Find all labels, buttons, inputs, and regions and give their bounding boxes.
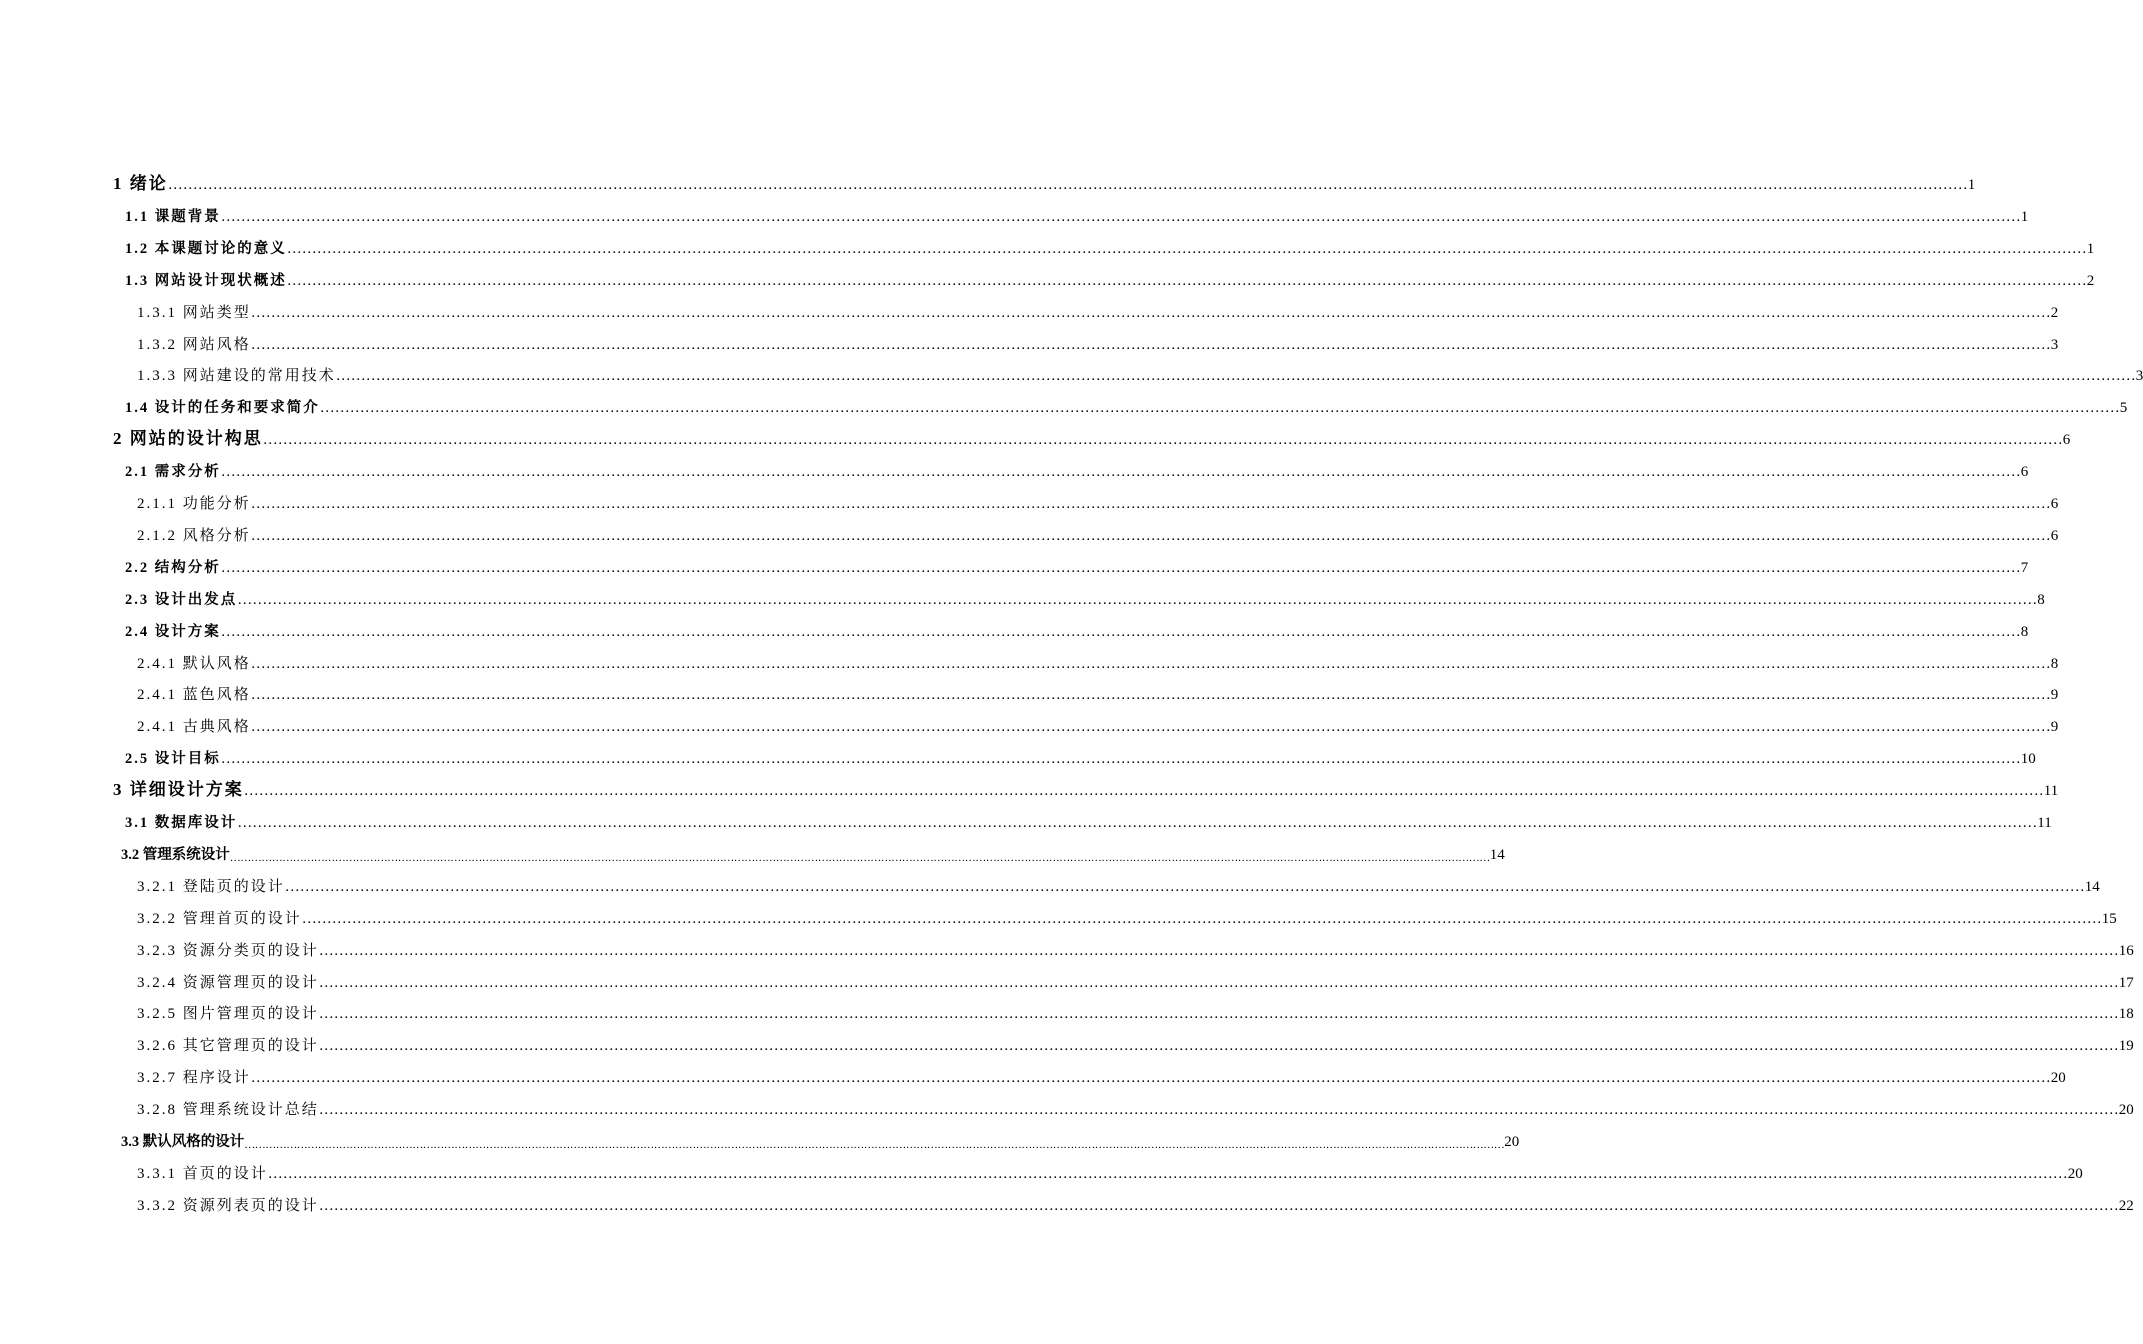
toc-page-number: 17	[2118, 975, 2134, 991]
toc-page-number: 19	[2118, 1038, 2134, 1054]
toc-entry-label: 1.3 网站设计现状概述	[125, 273, 287, 289]
toc-entry[interactable]	[137, 904, 2117, 928]
toc-leader-dots: ………………………………………………………………………………………………………………………………………………………………………………………………………………………………………………………………………………………………………………………………	[335, 368, 2136, 384]
toc-page-number: 14	[1489, 847, 1505, 863]
toc-leader-dots: ………………………………………………………………………………………………………………………………………………………………………………………………………………………………………………………………………………………………………………………………	[250, 687, 2051, 703]
toc-page-number: 20	[2118, 1102, 2134, 1118]
toc-entry[interactable]	[137, 649, 2059, 673]
toc-entry-label: 2 网站的设计构思	[113, 429, 263, 448]
toc-entry[interactable]	[137, 712, 2059, 736]
toc-entry[interactable]	[137, 999, 2134, 1023]
toc-page-number: 11	[2043, 783, 2059, 799]
toc-entry-label: 1.3.1 网站类型	[137, 305, 251, 321]
toc-entry[interactable]	[137, 330, 2059, 354]
toc-leader-dots: ………………………………………………………………………………………………………………………………………………………………………………………………………………………………………………………………………………………………………………………………	[220, 624, 2021, 640]
toc-entry-label: 3.1 数据库设计	[125, 815, 238, 831]
toc-page-number: 5	[2119, 400, 2128, 416]
toc-leader-dots: ………………………………………………………………………………………………………………………………………………………………………………………………………………………………………………………………………………………………………………………………	[319, 400, 2120, 416]
toc-page-number: 8	[2020, 624, 2029, 640]
toc-leader-dots: ………………………………………………………………………………………………………………………………………………………………………………………………………………………………………………………………………………………………………………………………	[318, 1102, 2119, 1118]
toc-entry-label: 2.1.2 风格分析	[137, 528, 251, 544]
toc-leader-dots: ………………………………………………………………………………………………………………………………………………………………………………………………………………………………………………………………………………………………………………………………	[267, 1166, 2068, 1182]
toc-page-number: 3	[2135, 368, 2143, 384]
toc-entry[interactable]	[137, 936, 2134, 960]
toc-entry-label: 3.2.3 资源分类页的设计	[137, 943, 319, 959]
toc-entry[interactable]	[125, 266, 2095, 290]
toc-entry-label: 1 绪论	[113, 174, 168, 193]
toc-entry[interactable]	[137, 872, 2100, 896]
toc-entry[interactable]	[125, 553, 2029, 577]
toc-page-number: 2	[2086, 273, 2095, 289]
toc-entry[interactable]	[121, 840, 1505, 864]
toc-entry-label: 3.2.5 图片管理页的设计	[137, 1006, 319, 1022]
toc-page-number: 20	[2050, 1070, 2066, 1086]
toc-page-number: 2	[2050, 305, 2059, 321]
toc-entry-label: 3.2 管理系统设计	[121, 847, 230, 863]
toc-entry-label: 1.4 设计的任务和要求简介	[125, 400, 320, 416]
toc-page-number: 1	[2020, 209, 2029, 225]
toc-entry[interactable]	[137, 521, 2059, 545]
toc-entry[interactable]	[125, 393, 2128, 417]
toc-entry[interactable]	[137, 680, 2059, 704]
toc-leader-dots: ………………………………………………………………………………………………………………………………………………………………………………………………………………………………………………………………………………………………………………………………	[244, 1139, 1505, 1151]
toc-page-number: 16	[2118, 943, 2134, 959]
toc-entry-label: 3.2.2 管理首页的设计	[137, 911, 302, 927]
toc-page-number: 8	[2037, 592, 2045, 608]
toc-leader-dots: ………………………………………………………………………………………………………………………………………………………………………………………………………………………………………………………………………………………………………………………………	[286, 273, 2087, 289]
toc-entry[interactable]	[137, 489, 2059, 513]
toc-entry-label: 2.1.1 功能分析	[137, 496, 251, 512]
toc-entry[interactable]	[137, 298, 2059, 322]
toc-leader-dots: ………………………………………………………………………………………………………………………………………………………………………………………………………………………………………………………………………………………………………………………………	[250, 719, 2051, 735]
toc-leader-dots: ………………………………………………………………………………………………………………………………………………………………………………………………………………………………………………………………………………………………………………………………	[286, 241, 2087, 257]
toc-entry-label: 3.3.1 首页的设计	[137, 1166, 268, 1182]
toc-entry-label: 2.4 设计方案	[125, 624, 221, 640]
toc-entry-label: 3.2.7 程序设计	[137, 1070, 251, 1086]
toc-entry[interactable]	[125, 744, 2036, 768]
toc-entry[interactable]	[137, 361, 2143, 385]
toc-entry-label: 1.3.2 网站风格	[137, 337, 251, 353]
toc-entry[interactable]	[125, 808, 2052, 832]
toc-page-number: 18	[2118, 1006, 2134, 1022]
toc-entry-label: 2.4.1 默认风格	[137, 656, 251, 672]
toc-entry[interactable]	[125, 617, 2029, 641]
toc-leader-dots: ………………………………………………………………………………………………………………………………………………………………………………………………………………………………………………………………………………………………………………………………	[237, 815, 2038, 831]
toc-entry-label: 3.2.8 管理系统设计总结	[137, 1102, 319, 1118]
toc-entry[interactable]	[125, 234, 2095, 258]
toc-page-number: 7	[2020, 560, 2029, 576]
toc-entry[interactable]	[137, 1191, 2134, 1215]
toc-entry-label: 2.3 设计出发点	[125, 592, 238, 608]
toc-entry[interactable]	[137, 968, 2134, 992]
toc-entry[interactable]	[113, 776, 2059, 800]
toc-page-number: 10	[2020, 751, 2036, 767]
toc-entry-label: 1.1 课题背景	[125, 209, 221, 225]
toc-entry[interactable]	[125, 202, 2029, 226]
toc-page-number: 20	[1504, 1134, 1520, 1150]
toc-page-number: 15	[2101, 911, 2117, 927]
toc-page-number: 11	[2037, 815, 2052, 831]
toc-leader-dots: ………………………………………………………………………………………………………………………………………………………………………………………………………………………………………………………………………………………………………………………………	[250, 305, 2051, 321]
toc-leader-dots: ………………………………………………………………………………………………………………………………………………………………………………………………………………………………………………………………………………………………………………………………	[284, 879, 2085, 895]
toc-page-number: 1	[1967, 177, 1976, 193]
toc-entry[interactable]	[137, 1159, 2083, 1183]
toc-page-number: 6	[2050, 496, 2059, 512]
toc-entry-label: 3.3.2 资源列表页的设计	[137, 1198, 319, 1214]
toc-leader-dots: ………………………………………………………………………………………………………………………………………………………………………………………………………………………………………………………………………………………………………………………………	[250, 528, 2051, 544]
toc-entry-label: 3.2.6 其它管理页的设计	[137, 1038, 319, 1054]
toc-leader-dots: ………………………………………………………………………………………………………………………………………………………………………………………………………………………………………………………………………………………………………………………………	[220, 560, 2021, 576]
toc-leader-dots: ………………………………………………………………………………………………………………………………………………………………………………………………………………………………………………………………………………………………………………………………	[318, 975, 2119, 991]
toc-entry[interactable]	[137, 1095, 2134, 1119]
toc-entry-label: 3.2.4 资源管理页的设计	[137, 975, 319, 991]
toc-page-number: 14	[2084, 879, 2100, 895]
toc-page-number: 6	[2020, 464, 2029, 480]
toc-entry[interactable]	[137, 1063, 2066, 1087]
toc-entry-label: 2.4.1 古典风格	[137, 719, 251, 735]
toc-leader-dots: ………………………………………………………………………………………………………………………………………………………………………………………………………………………………………………………………………………………………………………………………	[262, 432, 2063, 448]
toc-entry[interactable]	[113, 425, 2071, 449]
toc-entry[interactable]	[125, 457, 2029, 481]
toc-leader-dots: ………………………………………………………………………………………………………………………………………………………………………………………………………………………………………………………………………………………………………………………………	[318, 1006, 2119, 1022]
toc-entry[interactable]	[137, 1031, 2134, 1055]
toc-entry[interactable]	[121, 1127, 1520, 1151]
toc-entry-label: 3.3 默认风格的设计	[121, 1134, 245, 1150]
toc-page-number: 6	[2050, 528, 2059, 544]
toc-leader-dots: ………………………………………………………………………………………………………………………………………………………………………………………………………………………………………………………………………………………………………………………………	[250, 496, 2051, 512]
toc-leader-dots: ………………………………………………………………………………………………………………………………………………………………………………………………………………………………………………………………………………………………………………………………	[220, 751, 2021, 767]
toc-entry-label: 2.4.1 蓝色风格	[137, 687, 251, 703]
toc-leader-dots: ………………………………………………………………………………………………………………………………………………………………………………………………………………………………………………………………………………………………………………………………	[301, 911, 2102, 927]
toc-page-number: 8	[2050, 656, 2059, 672]
toc-entry[interactable]	[125, 585, 2045, 609]
toc-leader-dots: ………………………………………………………………………………………………………………………………………………………………………………………………………………………………………………………………………………………………………………………………	[237, 592, 2038, 608]
toc-page-number: 9	[2050, 687, 2059, 703]
toc-entry-label: 1.3.3 网站建设的常用技术	[137, 368, 336, 384]
toc-page-number: 1	[2086, 241, 2095, 257]
toc-entry-label: 2.2 结构分析	[125, 560, 221, 576]
toc-leader-dots: ………………………………………………………………………………………………………………………………………………………………………………………………………………………………………………………………………………………………………………………………	[167, 177, 1968, 193]
toc-leader-dots: ………………………………………………………………………………………………………………………………………………………………………………………………………………………………………………………………………………………………………………………………	[318, 943, 2119, 959]
toc-leader-dots: ………………………………………………………………………………………………………………………………………………………………………………………………………………………………………………………………………………………………………………………………	[318, 1038, 2119, 1054]
toc-entry-label: 3 详细设计方案	[113, 780, 244, 799]
toc-leader-dots: ………………………………………………………………………………………………………………………………………………………………………………………………………………………………………………………………………………………………………………………………	[250, 1070, 2051, 1086]
toc-page-number: 9	[2050, 719, 2059, 735]
toc-leader-dots: ………………………………………………………………………………………………………………………………………………………………………………………………………………………………………………………………………………………………………………………………	[250, 656, 2051, 672]
toc-entry-label: 2.1 需求分析	[125, 464, 221, 480]
toc-leader-dots: ………………………………………………………………………………………………………………………………………………………………………………………………………………………………………………………………………………………………………………………………	[229, 852, 1490, 864]
toc-entry-label: 3.2.1 登陆页的设计	[137, 879, 285, 895]
toc-leader-dots: ………………………………………………………………………………………………………………………………………………………………………………………………………………………………………………………………………………………………………………………………	[220, 209, 2021, 225]
toc-leader-dots: ………………………………………………………………………………………………………………………………………………………………………………………………………………………………………………………………………………………………………………………………	[243, 783, 2044, 799]
toc-leader-dots: ………………………………………………………………………………………………………………………………………………………………………………………………………………………………………………………………………………………………………………………………	[220, 464, 2021, 480]
toc-entry[interactable]	[113, 170, 1976, 194]
toc-leader-dots: ………………………………………………………………………………………………………………………………………………………………………………………………………………………………………………………………………………………………………………………………	[318, 1198, 2119, 1214]
toc-entry-label: 2.5 设计目标	[125, 751, 221, 767]
toc-page-number: 6	[2062, 432, 2071, 448]
toc-leader-dots: ………………………………………………………………………………………………………………………………………………………………………………………………………………………………………………………………………………………………………………………………	[250, 337, 2051, 353]
toc-page-number: 22	[2118, 1198, 2134, 1214]
toc-page-number: 20	[2067, 1166, 2083, 1182]
toc-page-number: 3	[2050, 337, 2059, 353]
toc-entry-label: 1.2 本课题讨论的意义	[125, 241, 287, 257]
